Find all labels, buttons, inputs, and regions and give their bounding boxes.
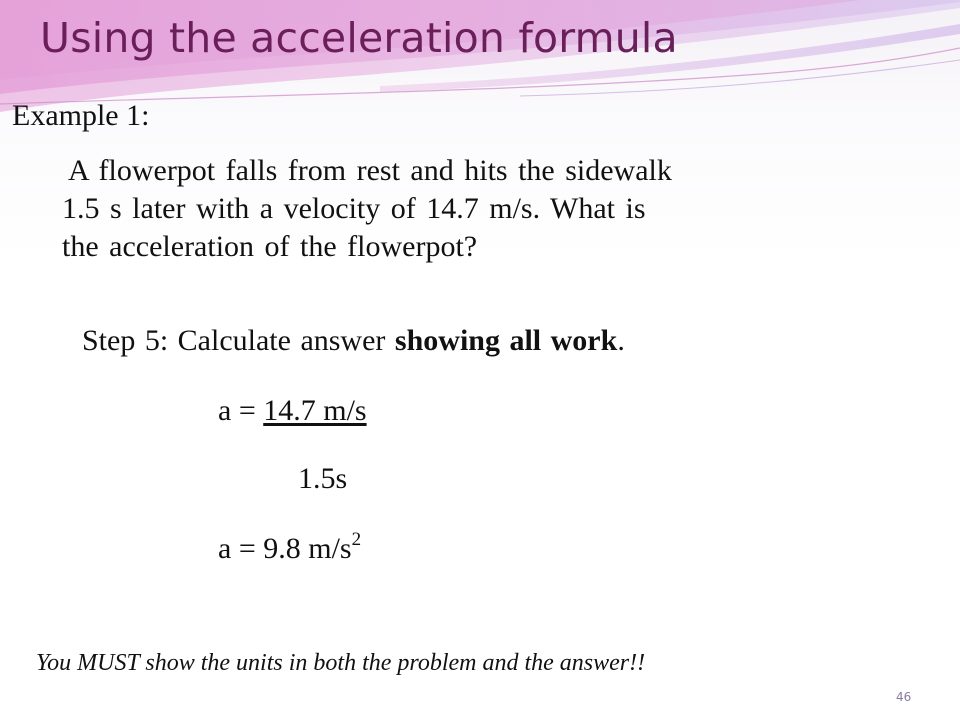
problem-line: the acceleration of the flowerpot? bbox=[62, 230, 478, 263]
step-suffix: . bbox=[617, 324, 625, 357]
equation-result-text: a = 9.8 m/s bbox=[218, 532, 352, 565]
step-instruction bbox=[82, 324, 625, 358]
equation-numerator: 14.7 m/s bbox=[263, 394, 367, 427]
step-emphasis: showing all work bbox=[394, 324, 618, 357]
problem-line: A flowerpot falls from rest and hits the sidewalk bbox=[68, 154, 672, 187]
problem-line: 1.5 s later with a velocity of 14.7 m/s. What is bbox=[62, 192, 646, 225]
equation-result-exponent: 2 bbox=[351, 529, 362, 550]
equation-denominator: 1.5s bbox=[298, 462, 348, 495]
example-label: Example 1: bbox=[12, 99, 150, 132]
step-prefix: Step 5: Calculate answer bbox=[82, 324, 395, 357]
equation-numerator-line bbox=[218, 394, 367, 428]
equation-result bbox=[218, 529, 362, 566]
slide-title: Using the acceleration formula bbox=[40, 14, 678, 62]
equation-lhs: a = bbox=[218, 394, 264, 427]
page-number: 46 bbox=[896, 690, 912, 704]
units-note: You MUST show the units in both the problem and the answer!! bbox=[36, 650, 646, 676]
problem-statement bbox=[62, 152, 802, 266]
